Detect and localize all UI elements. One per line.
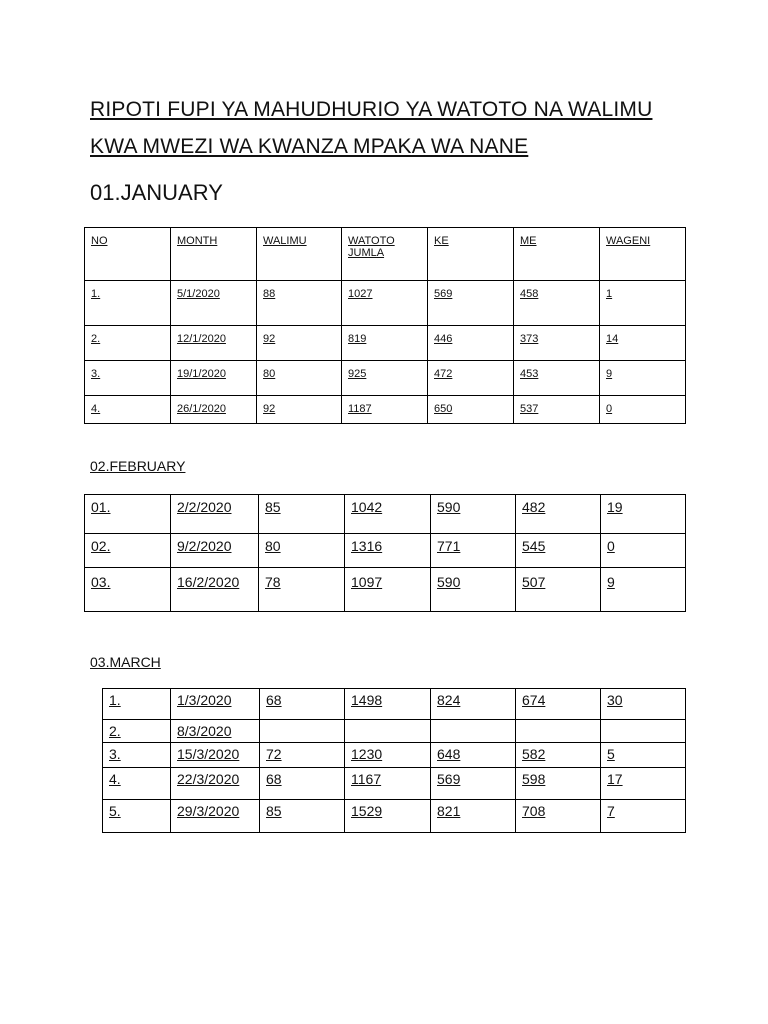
cell-watoto-jumla: 1167 [345,768,431,800]
cell-walimu: 88 [257,281,342,326]
cell-ke: 821 [431,800,516,833]
cell-month: 8/3/2020 [171,720,260,743]
cell-walimu: 68 [260,689,345,720]
header-cell-me: ME [514,228,600,281]
cell-me: 598 [516,768,601,800]
cell-watoto-jumla: 1187 [342,396,428,424]
cell-walimu: 78 [259,568,345,612]
cell-month: 22/3/2020 [171,768,260,800]
cell-month: 15/3/2020 [171,743,260,768]
section-heading-january: 01.JANUARY [90,180,223,205]
cell-wageni: 7 [601,800,686,833]
cell-ke [431,720,516,743]
cell-watoto-jumla: 1027 [342,281,428,326]
cell-ke: 569 [431,768,516,800]
report-title-line-2: KWA MWEZI WA KWANZA MPAKA WA NANE [90,135,529,158]
cell-me [516,720,601,743]
header-cell-wageni: WAGENI [600,228,686,281]
cell-month: 9/2/2020 [171,534,259,568]
cell-no: 5. [103,800,171,833]
section-heading-february: 02.FEBRUARY [90,458,186,474]
table-header-row [85,228,686,281]
cell-walimu: 80 [257,361,342,396]
table-row [85,281,686,326]
cell-me: 453 [514,361,600,396]
cell-me: 545 [516,534,601,568]
cell-watoto-jumla: 1230 [345,743,431,768]
cell-no: 03. [85,568,171,612]
cell-walimu: 92 [257,326,342,361]
cell-me: 708 [516,800,601,833]
february-attendance-table [84,494,686,612]
cell-wageni: 9 [600,361,686,396]
cell-no: 01. [85,495,171,534]
cell-wageni: 9 [601,568,686,612]
table-row [85,361,686,396]
cell-watoto-jumla: 1097 [345,568,431,612]
cell-wageni: 0 [600,396,686,424]
cell-me: 373 [514,326,600,361]
header-cell-watoto-jumla: WATOTO JUMLA [342,228,428,281]
cell-watoto-jumla: 925 [342,361,428,396]
cell-me: 582 [516,743,601,768]
cell-month: 2/2/2020 [171,495,259,534]
cell-wageni: 19 [601,495,686,534]
cell-walimu: 85 [260,800,345,833]
cell-ke: 569 [428,281,514,326]
cell-month: 16/2/2020 [171,568,259,612]
cell-wageni [601,720,686,743]
cell-month: 5/1/2020 [171,281,257,326]
cell-walimu: 72 [260,743,345,768]
cell-ke: 446 [428,326,514,361]
cell-walimu: 80 [259,534,345,568]
cell-no: 1. [103,689,171,720]
table-row [85,495,686,534]
table-row [103,689,686,720]
cell-wageni: 0 [601,534,686,568]
cell-ke: 590 [431,495,516,534]
cell-me: 537 [514,396,600,424]
cell-ke: 590 [431,568,516,612]
table-row [103,743,686,768]
report-title-line-1: RIPOTI FUPI YA MAHUDHURIO YA WATOTO NA WALIMU [90,98,653,121]
cell-month: 26/1/2020 [171,396,257,424]
table-row [85,568,686,612]
cell-no: 3. [103,743,171,768]
table-row [85,326,686,361]
cell-wageni: 5 [601,743,686,768]
cell-watoto-jumla: 1498 [345,689,431,720]
cell-me: 482 [516,495,601,534]
cell-month: 12/1/2020 [171,326,257,361]
table-row [103,768,686,800]
cell-watoto-jumla: 1316 [345,534,431,568]
section-heading-march: 03.MARCH [90,654,161,670]
header-cell-month: MONTH [171,228,257,281]
cell-watoto-jumla: 1042 [345,495,431,534]
header-cell-ke: KE [428,228,514,281]
cell-wageni: 30 [601,689,686,720]
cell-ke: 824 [431,689,516,720]
header-cell-walimu: WALIMU [257,228,342,281]
cell-me: 507 [516,568,601,612]
cell-ke: 648 [431,743,516,768]
cell-watoto-jumla: 1529 [345,800,431,833]
table-row [103,720,686,743]
table-row [103,800,686,833]
cell-no: 3. [85,361,171,396]
cell-no: 2. [103,720,171,743]
cell-month: 29/3/2020 [171,800,260,833]
cell-no: 4. [103,768,171,800]
cell-month: 1/3/2020 [171,689,260,720]
cell-walimu: 85 [259,495,345,534]
cell-month: 19/1/2020 [171,361,257,396]
cell-watoto-jumla: 819 [342,326,428,361]
january-attendance-table [84,227,686,424]
cell-walimu [260,720,345,743]
cell-no: 02. [85,534,171,568]
march-attendance-table [102,688,686,833]
cell-me: 458 [514,281,600,326]
cell-no: 2. [85,326,171,361]
cell-no: 1. [85,281,171,326]
cell-watoto-jumla [345,720,431,743]
table-row [85,396,686,424]
cell-walimu: 92 [257,396,342,424]
cell-no: 4. [85,396,171,424]
cell-walimu: 68 [260,768,345,800]
cell-wageni: 1 [600,281,686,326]
cell-ke: 650 [428,396,514,424]
cell-me: 674 [516,689,601,720]
cell-wageni: 17 [601,768,686,800]
header-cell-no: NO [85,228,171,281]
cell-ke: 771 [431,534,516,568]
cell-ke: 472 [428,361,514,396]
table-row [85,534,686,568]
cell-wageni: 14 [600,326,686,361]
